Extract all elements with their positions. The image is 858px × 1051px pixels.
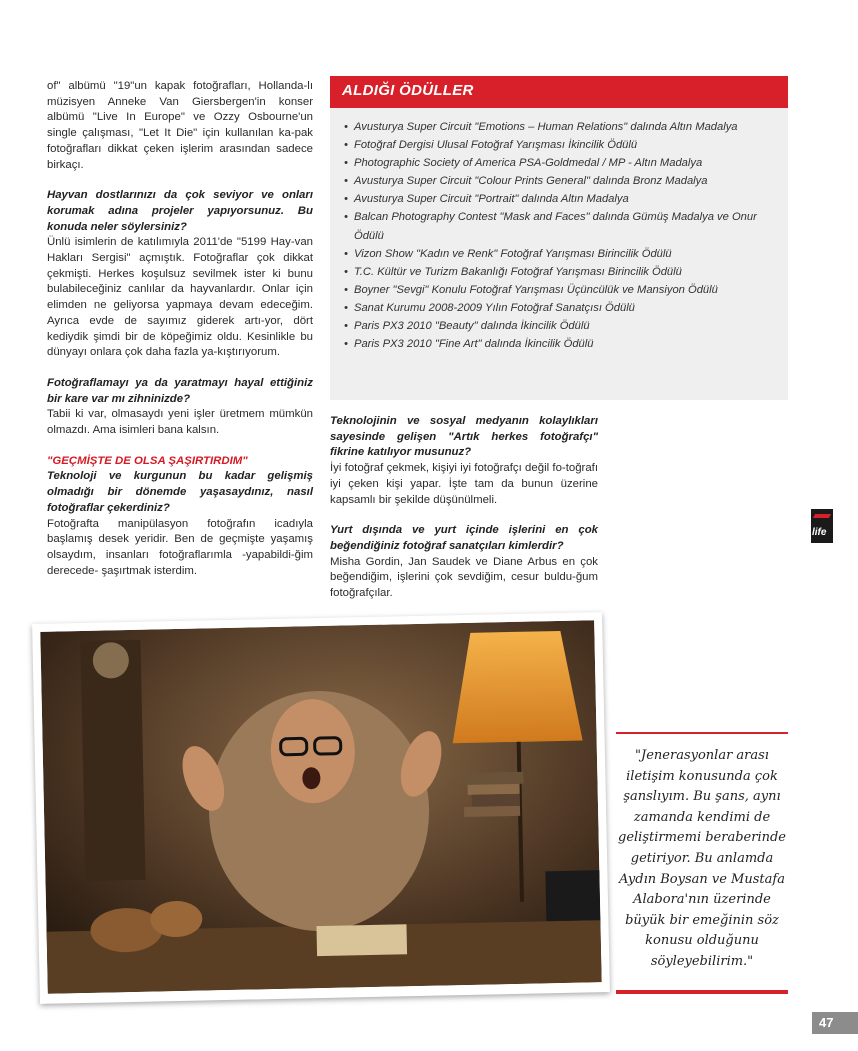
question-text: Teknoloji ve kurgunun bu kadar gelişmiş olmadığı bir dönemde yaşasaydınız, nasıl fotoğraflar çekerdiniz? — [47, 470, 313, 514]
answer-text: İyi fotoğraf çekmek, kişiyi iyi fotoğrafçı değil fo-toğrafı iyi çeken kişi yapar. İşte tam da bunun üzerine kapsamlı bir şekilde düşünülmeli. — [330, 462, 598, 506]
award-item: • Paris PX3 2010 "Fine Art" dalında İkincilik Ödülü — [344, 335, 780, 353]
section-subheading: "GEÇMİŞTE DE OLSA ŞAŞIRTIRDIM" — [47, 454, 248, 467]
page-number: 47 — [819, 1015, 834, 1030]
awards-title: ALDIĞI ÖDÜLLER — [342, 82, 474, 99]
quote-bottom-rule — [616, 990, 788, 994]
answer-text: Tabii ki var, olmasaydı yeni işler üretmem mümkün olmazdı. Ama isimleri bana kalsın. — [47, 408, 313, 437]
page-number-tab — [812, 1012, 858, 1034]
section-tab-stripe — [813, 514, 831, 518]
award-item: • Avusturya Super Circuit "Colour Prints General" dalında Bronz Madalya — [344, 172, 780, 190]
award-item: • Paris PX3 2010 "Beauty" dalında İkincilik Ödülü — [344, 317, 780, 335]
award-item: • Photographic Society of America PSA-Goldmedal / MP - Altın Madalya — [344, 154, 780, 172]
pull-quote — [616, 732, 788, 994]
question-text: Fotoğraflamayı ya da yaratmayı hayal ettiğiniz bir kare var mı zihninizde? — [47, 376, 313, 405]
answer-text: Ünlü isimlerin de katılımıyla 2011'de "5199 Hay-van Hakları Sergisi" açmıştık. Fotoğraflar çok dikkat çekmişti. Herkes koşulsuz sevilmek ister ki bunu bulabileceğiniz canlılar da hayvanlardır. Onlar için elimden ne geliyorsa yapmaya devam edeceğim. Ayrıca evde de sayımız giderek artı-yor, dört kediydik şimdi bir de köpeğimiz oldu. Kesinlikle bu dünyayı onlara çok daha fazla ya-kıştırıyorum. — [47, 236, 313, 359]
award-item: • T.C. Kültür ve Turizm Bakanlığı Fotoğraf Yarışması Birincilik Ödülü — [344, 263, 780, 281]
paragraph-gap — [47, 439, 313, 454]
paragraph-gap — [47, 173, 313, 188]
award-item: • Fotoğraf Dergisi Ulusal Fotoğraf Yarışması İkincilik Ödülü — [344, 136, 780, 154]
pull-quote-text: "Jenerasyonlar arası iletişim konusunda çok şanslıyım. Bu şans, aynı zamanda kendimi de geliştirmemi beraberinde getiriyor. Bu anlamda Aydın Boysan ve Mustafa Alabora'nın üzerinde büyük bir emeğinin söz konusu olduğunu söyleyebilirim." — [618, 748, 786, 969]
award-item: • Sanat Kurumu 2008-2009 Yılın Fotoğraf Sanatçısı Ödülü — [344, 299, 780, 317]
question-text: Teknolojinin ve sosyal medyanın kolaylıkları sayesinde gelişen "Artık herkes fotoğrafçı" fikrine katılıyor musunuz? — [330, 415, 598, 459]
portrait-photo — [32, 612, 610, 1004]
award-item: • Avusturya Super Circuit "Portrait" dalında Altın Madalya — [344, 190, 780, 208]
photo-illustration — [40, 620, 601, 994]
answer-text: Misha Gordin, Jan Saudek ve Diane Arbus en çok beğendiğim, işlerini çok sevdiğim, cesur buldu-ğum fotoğrafçılar. — [330, 555, 598, 600]
question-text: Hayvan dostlarınızı da çok seviyor ve onları korumak adına projeler yapıyorsunuz. Bu konuda neler söylersiniz? — [47, 189, 313, 233]
award-item: • Vizon Show "Kadın ve Renk" Fotoğraf Yarışması Birincilik Ödülü — [344, 245, 780, 263]
award-item: • Avusturya Super Circuit "Emotions – Human Relations" dalında Altın Madalya — [344, 118, 780, 136]
quote-top-rule — [616, 732, 788, 734]
awards-header — [330, 76, 788, 108]
section-tab — [811, 509, 833, 543]
awards-list — [344, 118, 780, 353]
section-tab-label: life — [812, 527, 827, 538]
paragraph-gap — [330, 508, 598, 523]
paragraph-gap — [47, 361, 313, 376]
middle-text-column — [330, 414, 598, 602]
answer-text: of" albümü "19"un kapak fotoğrafları, Hollanda-lı müzisyen Anneke Van Giersbergen'in konser albümü "Live In Europe" ve Ozzy Osbourne'un single çalışması, "Let It Die" için kullanılan ka-pak fotoğrafları dikkat çeken işlerim arasından sadece birkaçı. — [47, 80, 313, 171]
question-text: Yurt dışında ve yurt içinde işlerini en çok beğendiğiniz fotoğraf sanatçıları kimlerdir? — [330, 524, 598, 552]
award-item: • Boyner "Sevgi" Konulu Fotoğraf Yarışması Üçüncülük ve Mansiyon Ödülü — [344, 281, 780, 299]
award-item: • Balcan Photography Contest "Mask and Faces" dalında Gümüş Madalya ve Onur Ödülü — [344, 208, 780, 244]
answer-text: Fotoğrafta manipülasyon fotoğrafın icadıyla başlamış desek yeridir. Ben de geçmişte yaşamış olsaydım, insanları fotoğraflarımla -yapabildi-ğim derecede- şaşırtmak isterdim. — [47, 517, 313, 577]
left-text-column — [47, 79, 313, 579]
